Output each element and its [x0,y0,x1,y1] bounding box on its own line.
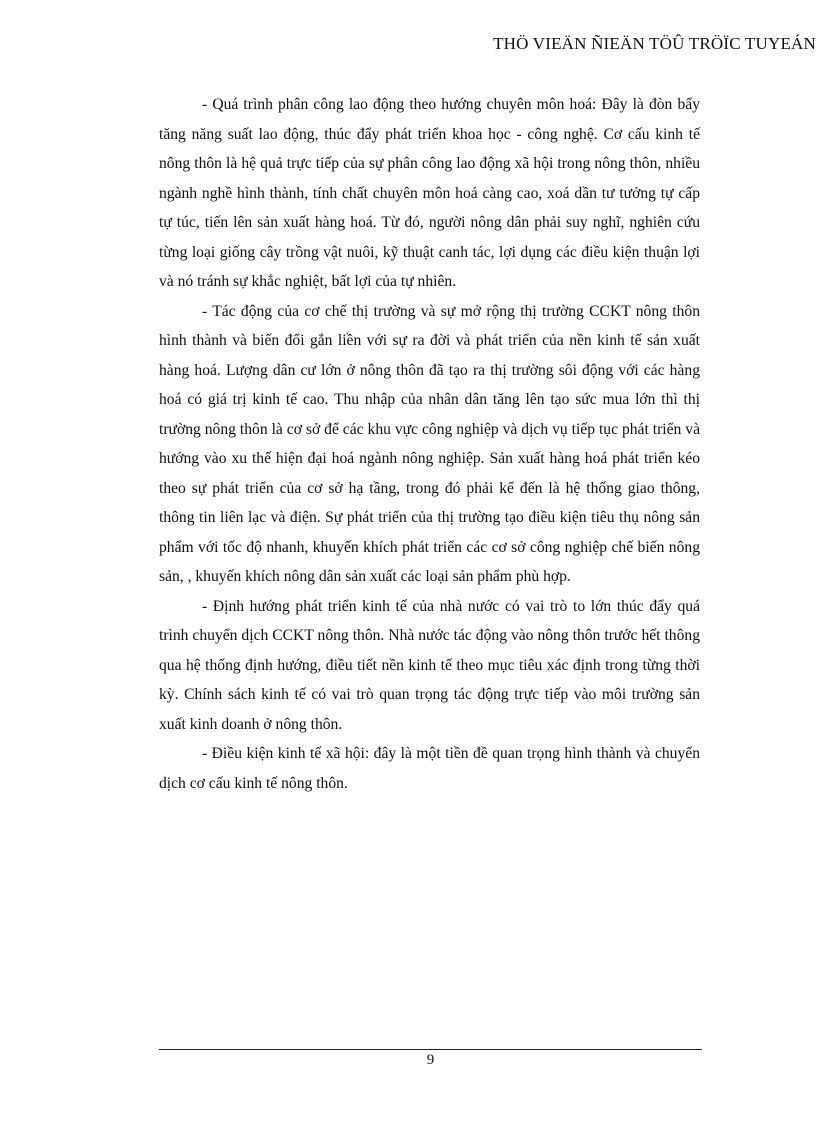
paragraph-state-orientation: - Định hướng phát triển kinh tế của nhà nước có vai trò to lớn thúc đẩy quá trình chuyển dịch CCKT nông thôn. Nhà nước tác động vào nông thôn trước hết thông qua hệ thống định hướng, điều tiết nền kinh tế theo mục tiêu xác định trong từng thời kỳ. Chính sách kinh tế có vai trò quan trọng tác động trực tiếp vào môi trường sản xuất kinh doanh ở nông thôn. [159,597,700,733]
page-number: 9 [426,1052,435,1068]
paragraph-labor-division: - Quá trình phân công lao động theo hướng chuyên môn hoá: Đây là đòn bẩy tăng năng suất lao động, thúc đẩy phát triển khoa học - công nghệ. Cơ cấu kinh tế nông thôn là hệ quả trực tiếp của sự phân công lao động xã hội trong nông thôn, nhiều ngành nghề hình thành, tính chất chuyên môn hoá càng cao, xoá dần tư tưởng tự cấp tự túc, tiến lên sản xuất hàng hoá. Từ đó, người nông dân phải suy nghĩ, nghiên cứu từng loại giống cây trồng vật nuôi, kỹ thuật canh tác, lợi dụng các điều kiện thuận lợi và nó tránh sự khắc nghiệt, bất lợi của tự nhiên. [159,96,700,290]
footer-divider [159,1049,702,1050]
document-body [159,90,700,798]
paragraph-market-mechanism: - Tác động của cơ chế thị trường và sự mở rộng thị trường CCKT nông thôn hình thành và biến đổi gắn liền với sự ra đời và phát triển của nền kinh tế sản xuất hàng hoá. Lượng dân cư lớn ở nông thôn đã tạo ra thị trường sôi động với các hàng hoá có giá trị kinh tế cao. Thu nhập của nhân dân tăng lên tạo sức mua lớn thì thị trường nông thôn là cơ sở để các khu vực công nghiệp và dịch vụ tiếp tục phát triển và hướng vào xu thế hiện đại hoá ngành nông nghiệp. Sản xuất hàng hoá phát triển kéo theo sự phát triển của cơ sở hạ tầng, trong đó phải kể đến là hệ thống giao thông, thông tin liên lạc và điện. Sự phát triển của thị trường tạo điều kiện tiêu thụ nông sản phẩm với tốc độ nhanh, khuyến khích phát triển các cơ sở công nghiệp chế biến nông sản, , khuyến khích nông dân sản xuất các loại sản phẩm phù hợp. [159,302,700,585]
paragraph-socioeconomic-conditions: - Điều kiện kinh tế xã hội: đây là một tiền đề quan trọng hình thành và chuyển dịch cơ cấu kinh tế nông thôn. [159,745,700,792]
running-header: THÖ VIEÄN ÑIEÄN TÖÛ TRÖÏC TUYEÁN [493,34,816,53]
